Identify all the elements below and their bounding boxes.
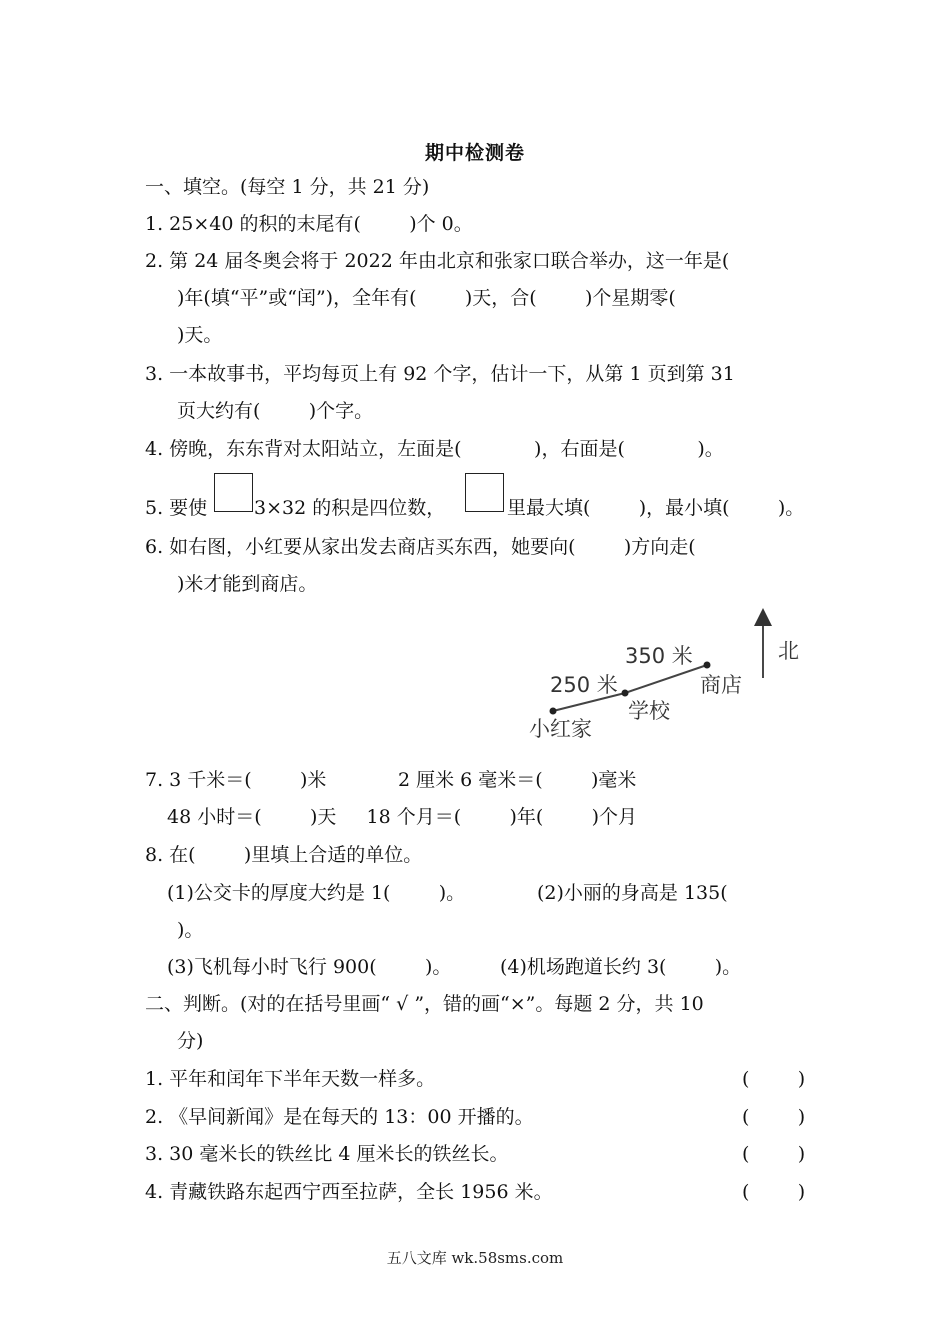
question-5-middle: 3×32 的积是四位数， — [254, 497, 446, 519]
page-title: 期中检测卷 — [424, 142, 525, 164]
question-3-line-1: 3. 一本故事书，平均每页上有 92 个字，估计一下，从第 1 页到第 31 — [145, 363, 735, 385]
judge-item-3: 3. 30 毫米长的铁丝比 4 厘米长的铁丝长。 — [145, 1143, 509, 1165]
label-school: 学校 — [628, 699, 670, 723]
answer-bracket: ( ) — [742, 1068, 806, 1090]
question-5-prefix: 5. 要使 — [145, 497, 208, 519]
question-2-line-1: 2. 第 24 届冬奥会将于 2022 年由北京和张家口联合举办，这一年是( — [145, 250, 730, 272]
question-2-line-2: )年(填“平”或“闰”)，全年有( )天，合( )个星期零( — [177, 287, 676, 309]
home-point — [550, 708, 557, 715]
answer-bracket: ( ) — [742, 1106, 806, 1128]
question-8-part-3: (3)飞机每小时飞行 900( )。 — [167, 956, 452, 978]
answer-bracket: ( ) — [742, 1181, 806, 1203]
question-8-heading: 8. 在( )里填上合适的单位。 — [145, 844, 423, 866]
question-3-line-2: 页大约有( )个字。 — [177, 400, 374, 422]
question-8-part-2a: (2)小丽的身高是 135( — [537, 882, 728, 904]
question-4: 4. 傍晚，东东背对太阳站立，左面是( )，右面是( )。 — [145, 438, 724, 460]
question-7-line-1b: 2 厘米 6 毫米＝( )毫米 — [398, 769, 637, 791]
question-5-suffix: 里最大填( )，最小填( )。 — [507, 497, 805, 519]
label-350m: 350 米 — [625, 644, 693, 668]
question-8-part-1: (1)公交卡的厚度大约是 1( )。 — [167, 882, 466, 904]
route-line — [625, 665, 707, 693]
label-250m: 250 米 — [550, 673, 618, 697]
blank-box — [465, 473, 504, 512]
answer-bracket: ( ) — [742, 1143, 806, 1165]
question-7-line-1a: 7. 3 千米＝( )米 — [145, 769, 327, 791]
question-2-line-3: )天。 — [177, 324, 223, 346]
question-8-part-4: (4)机场跑道长约 3( )。 — [500, 956, 742, 978]
question-1: 1. 25×40 的积的末尾有( )个 0。 — [145, 213, 473, 235]
section2-heading-line-2: 分) — [177, 1030, 204, 1052]
judge-item-1: 1. 平年和闰年下半年天数一样多。 — [145, 1068, 436, 1090]
shop-point — [704, 662, 711, 669]
judge-item-2: 2. 《早间新闻》是在每天的 13：00 开播的。 — [145, 1106, 534, 1128]
question-8-part-2b: )。 — [177, 919, 204, 941]
question-7-line-2: 48 小时＝( )天 18 个月＝( )年( )个月 — [167, 806, 638, 828]
school-point — [622, 690, 629, 697]
label-north: 北 — [778, 639, 799, 663]
section2-heading-line-1: 二、判断。(对的在括号里画“ √ ”，错的画“×”。每题 2 分，共 10 — [145, 993, 704, 1015]
judge-item-4: 4. 青藏铁路东起西宁西至拉萨，全长 1956 米。 — [145, 1181, 553, 1203]
question-6-line-1: 6. 如右图，小红要从家出发去商店买东西，她要向( )方向走( — [145, 536, 696, 558]
label-home: 小红家 — [529, 717, 592, 741]
route-map — [520, 605, 820, 750]
blank-box — [214, 473, 253, 512]
label-shop: 商店 — [700, 673, 742, 697]
question-6-line-2: )米才能到商店。 — [177, 573, 318, 595]
footer-watermark: 五八文库 wk.58sms.com — [386, 1249, 564, 1267]
section1-heading: 一、填空。(每空 1 分，共 21 分) — [145, 176, 430, 198]
